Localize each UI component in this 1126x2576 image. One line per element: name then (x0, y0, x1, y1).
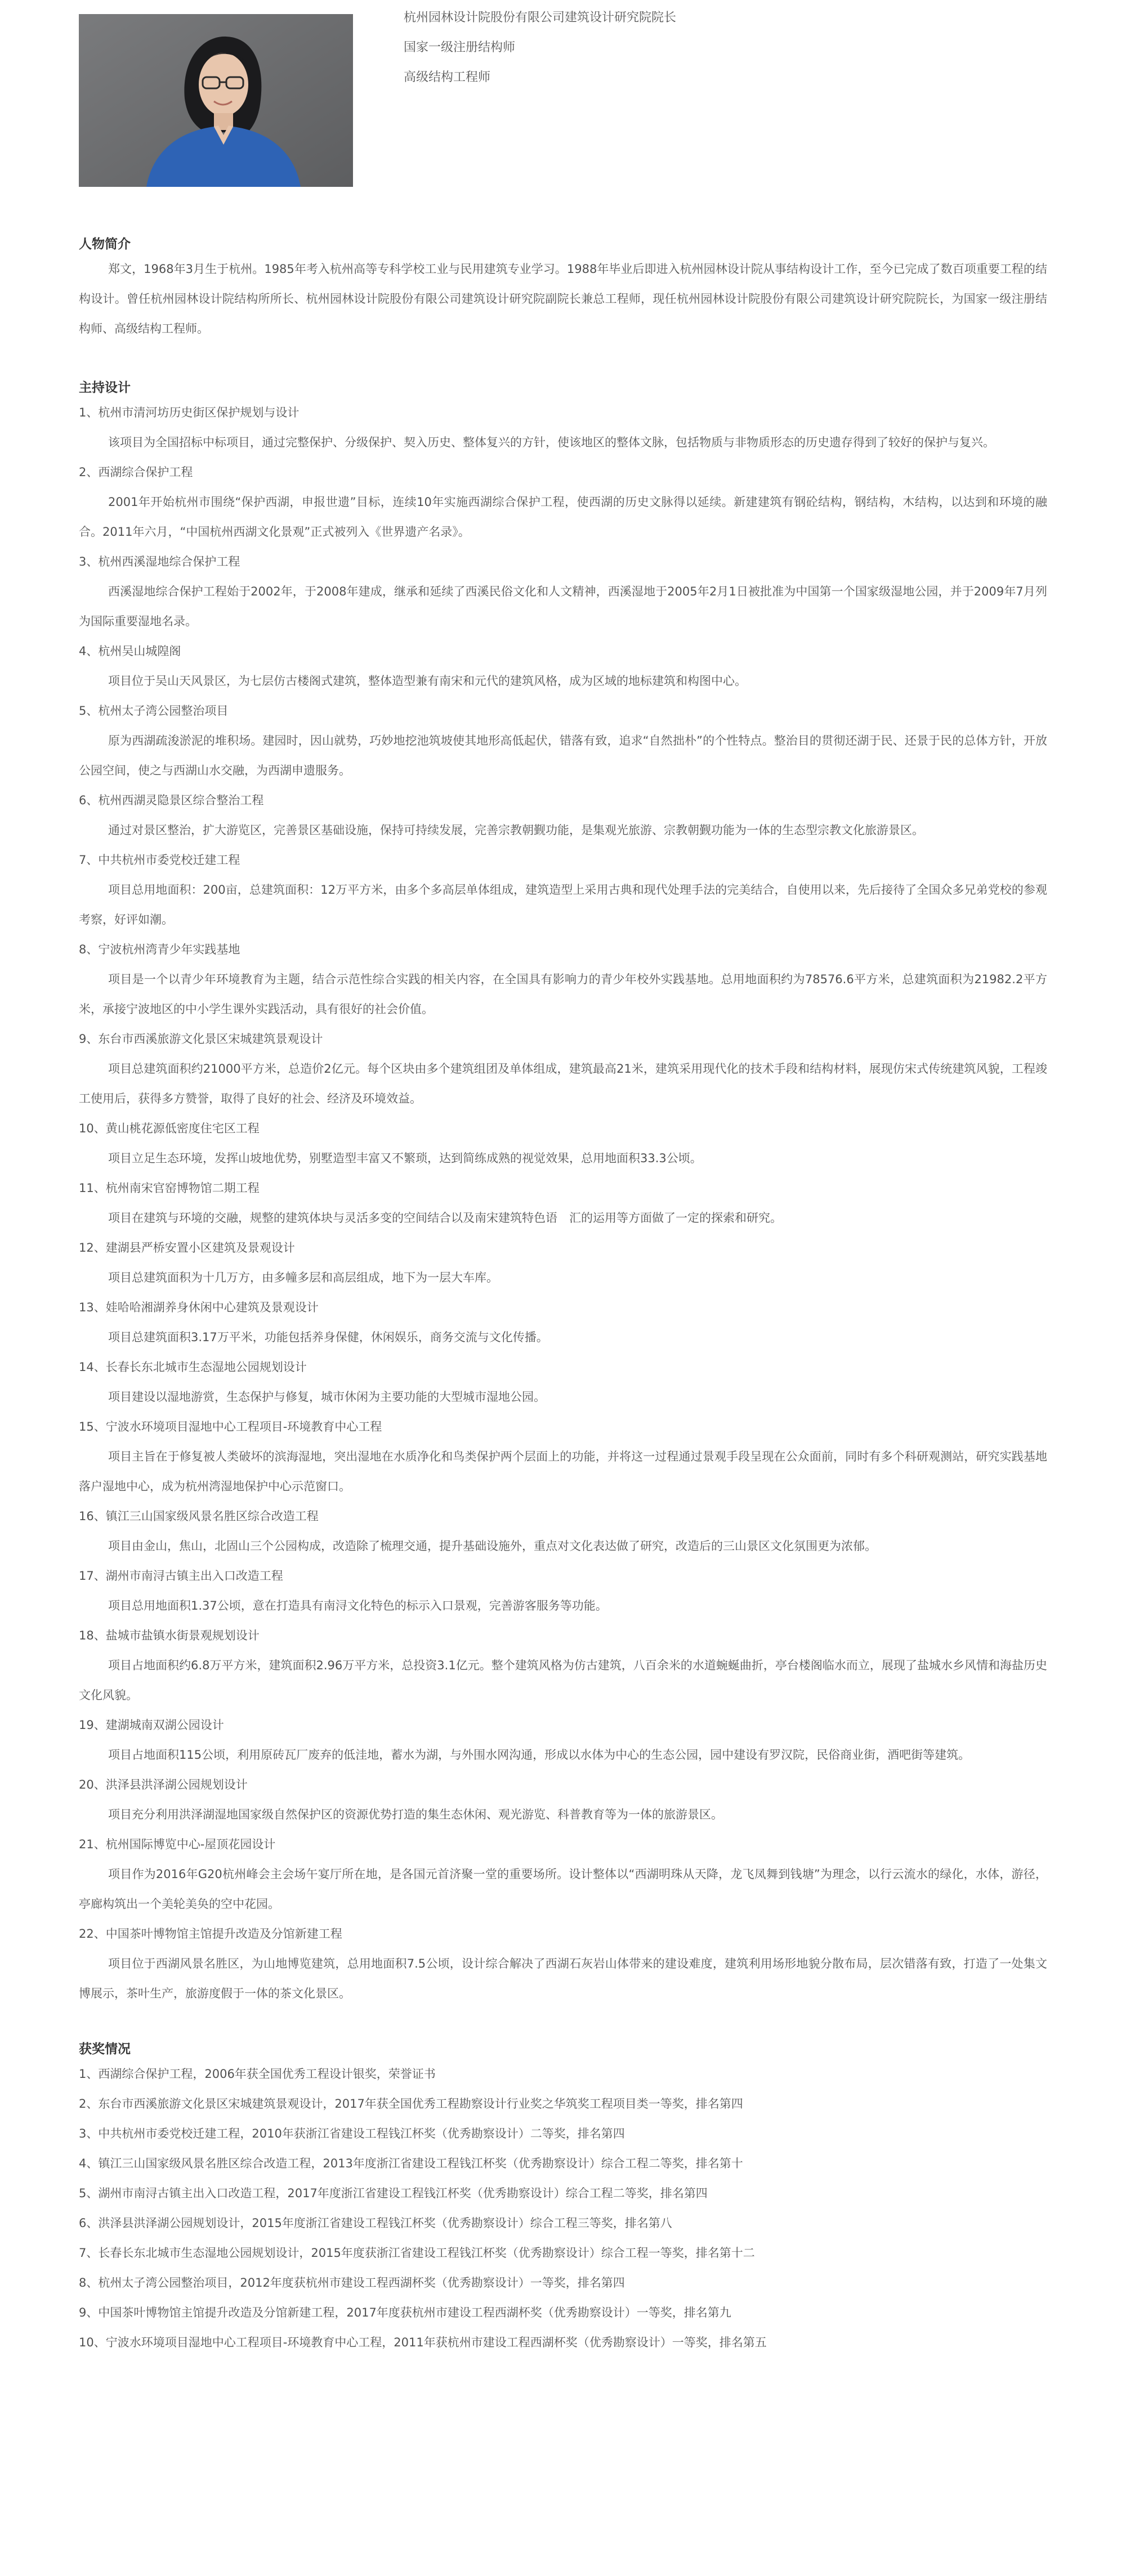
project-title: 4、杭州吴山城隍阁 (79, 644, 181, 658)
project-title: 14、长春长东北城市生态湿地公园规划设计 (79, 1360, 307, 1374)
award-item: 6、洪泽县洪泽湖公园规划设计，2015年度浙江省建设工程钱江杯奖（优秀勘察设计）综合工程三等奖，排名第八 (79, 2216, 672, 2230)
project-description: 项目充分利用洪泽湖湿地国家级自然保护区的资源优势打造的集生态休闲、观光游览、科普教育等为一体的旅游景区。 (108, 1808, 723, 1821)
project-item (79, 845, 1047, 935)
project-description: 项目总用地面积1.37公顷，意在打造具有南浔文化特色的标示入口景观，完善游客服务等功能。 (108, 1599, 607, 1612)
award-item: 8、杭州太子湾公园整治项目，2012年度获杭州市建设工程西湖杯奖（优秀勘察设计）一等奖，排名第四 (79, 2276, 625, 2290)
project-list (79, 398, 1047, 2009)
project-item (79, 1024, 1047, 1114)
project-description: 项目占地面积约6.8万平方米，建筑面积2.96万平方米，总投资3.1亿元。整个建筑风格为仿古建筑，八百余米的水道蜿蜒曲折，亭台楼阁临水而立，展现了盐城水乡风情和海盐历史文化风貌。 (79, 1659, 1047, 1702)
project-title: 13、娃哈哈湘湖养身休闲中心建筑及景观设计 (79, 1301, 319, 1314)
project-title: 16、镇江三山国家级风景名胜区综合改造工程 (79, 1509, 319, 1523)
project-title: 5、杭州太子湾公园整治项目 (79, 704, 229, 718)
project-item (79, 1293, 1047, 1352)
project-description: 该项目为全国招标中标项目，通过完整保护、分级保护、契入历史、整体复兴的方针，使该地区的整体文脉，包括物质与非物质形态的历史遗存得到了较好的保护与复兴。 (108, 436, 995, 449)
intro-text: 郑文，1968年3月生于杭州。1985年考入杭州高等专科学校工业与民用建筑专业学习。1988年毕业后即进入杭州园林设计院从事结构设计工作，至今已完成了数百项重要工程的结构设计。曾任杭州园林设计院结构所所长、杭州园林设计院股份有限公司建筑设计研究院副院长兼总工程师，现任杭州园林设计院股份有限公司建筑设计研究院院长，为国家一级注册结构师、高级结构工程师。 (79, 262, 1047, 335)
project-description: 原为西湖疏浚淤泥的堆积场。建园时，因山就势，巧妙地挖池筑坡使其地形高低起伏，错落有致，追求“自然拙朴”的个性特点。整治目的贯彻还湖于民、还景于民的总体方针，开放公园空间，使之与西湖山水交融，为西湖申遗服务。 (79, 734, 1047, 777)
profile-rank: 高级结构工程师 (404, 70, 491, 84)
project-item (79, 1352, 1047, 1412)
profile-position: 杭州园林设计院股份有限公司建筑设计研究院院长 (404, 11, 677, 25)
project-title: 3、杭州西溪湿地综合保护工程 (79, 555, 240, 568)
award-list (79, 2059, 1047, 2358)
intro-heading: 人物简介 (79, 237, 131, 252)
project-title: 1、杭州市清河坊历史街区保护规划与设计 (79, 406, 300, 419)
biography-content (79, 234, 1047, 2358)
project-description: 2001年开始杭州市围绕“保护西湖，申报世遗”目标，连续10年实施西湖综合保护工程，使西湖的历史文脉得以延续。新建建筑有钢砼结构，钢结构，木结构，以达到和环境的融合。2011年六月，“中国杭州西湖文化景观”正式被列入《世界遗产名录》。 (79, 495, 1047, 539)
project-title: 11、杭州南宋官窑博物馆二期工程 (79, 1181, 260, 1195)
project-item (79, 1412, 1047, 1502)
project-description: 项目位于西湖风景名胜区，为山地博览建筑，总用地面积7.5公顷，设计综合解决了西湖石灰岩山体带来的建设难度，建筑利用场形地貌分散布局，层次错落有致，打造了一处集文博展示，茶叶生产，旅游度假于一体的茶文化景区。 (79, 1957, 1047, 2000)
project-title: 20、洪泽县洪泽湖公园规划设计 (79, 1778, 248, 1791)
project-title: 22、中国茶叶博物馆主馆提升改造及分馆新建工程 (79, 1927, 342, 1941)
project-title: 7、中共杭州市委党校迁建工程 (79, 853, 240, 867)
project-description: 项目总用地面积：200亩，总建筑面积：12万平方米，由多个多高层单体组成，建筑造型上采用古典和现代处理手法的完美结合，自使用以来，先后接待了全国众多兄弟党校的参观考察，好评如潮。 (79, 883, 1047, 926)
project-title: 15、宁波水环境项目湿地中心工程项目-环境教育中心工程 (79, 1420, 382, 1433)
award-item: 7、长春长东北城市生态湿地公园规划设计，2015年度获浙江省建设工程钱江杯奖（优秀勘察设计）综合工程一等奖，排名第十二 (79, 2246, 755, 2260)
project-description: 项目主旨在于修复被人类破坏的滨海湿地，突出湿地在水质净化和鸟类保护两个层面上的功能，并将这一过程通过景观手段呈现在公众面前，同时有多个科研观测站，研究实践基地落户湿地中心，成为杭州湾湿地保护中心示范窗口。 (79, 1450, 1047, 1493)
project-title: 12、建湖县严桥安置小区建筑及景观设计 (79, 1241, 295, 1255)
project-item (79, 1830, 1047, 1919)
project-title: 17、湖州市南浔古镇主出入口改造工程 (79, 1569, 283, 1583)
project-description: 通过对景区整治，扩大游览区，完善景区基础设施，保持可持续发展，完善宗教朝觐功能，是集观光旅游、宗教朝觐功能为一体的生态型宗教文化旅游景区。 (108, 823, 924, 837)
project-description: 项目立足生态环境，发挥山坡地优势，别墅造型丰富又不繁琐，达到简练成熟的视觉效果，总用地面积33.3公顷。 (108, 1152, 702, 1165)
project-description: 项目是一个以青少年环境教育为主题，结合示范性综合实践的相关内容，在全国具有影响力的青少年校外实践基地。总用地面积约为78576.6平方米，总建筑面积为21982.2平方米，承接宁波地区的中小学生课外实践活动，具有很好的社会价值。 (79, 973, 1047, 1016)
project-description: 项目总建筑面积3.17万平米，功能包括养身保健，休闲娱乐，商务交流与文化传播。 (108, 1330, 548, 1344)
project-description: 项目建设以湿地游赏，生态保护与修复，城市休闲为主要功能的大型城市湿地公园。 (108, 1390, 546, 1404)
project-item (79, 696, 1047, 786)
project-description: 项目总建筑面积为十几万方，由多幢多层和高层组成，地下为一层大车库。 (108, 1271, 498, 1284)
project-description: 项目在建筑与环境的交融，规整的建筑体块与灵活多变的空间结合以及南宋建筑特色语 汇的运用等方面做了一定的探索和研究。 (108, 1211, 782, 1225)
project-description: 项目由金山，焦山，北固山三个公园构成，改造除了梳理交通，提升基础设施外，重点对文化表达做了研究，改造后的三山景区文化氛围更为浓郁。 (108, 1539, 877, 1553)
project-item (79, 1621, 1047, 1710)
project-description: 项目位于吴山天风景区，为七层仿古楼阁式建筑，整体造型兼有南宋和元代的建筑风格，成为区域的地标建筑和构图中心。 (108, 674, 747, 688)
project-item (79, 1502, 1047, 1561)
project-description: 项目作为2016年G20杭州峰会主会场午宴厅所在地，是各国元首济聚一堂的重要场所。设计整体以“西湖明珠从天降，龙飞凤舞到钱塘”为理念，以行云流水的绿化，水体，游径，亭廊构筑出一个美轮美奂的空中花园。 (79, 1867, 1047, 1911)
design-heading: 主持设计 (79, 380, 131, 395)
award-item: 1、西湖综合保护工程，2006年获全国优秀工程设计银奖，荣誉证书 (79, 2067, 436, 2081)
award-item: 10、宁波水环境项目湿地中心工程项目-环境教育中心工程，2011年获杭州市建设工程西湖杯奖（优秀勘察设计）一等奖，排名第五 (79, 2336, 767, 2349)
project-description: 项目占地面积115公顷，利用原砖瓦厂废弃的低洼地，蓄水为湖，与外围水网沟通，形成以水体为中心的生态公园，园中建设有罗汉院，民俗商业街，酒吧街等建筑。 (108, 1748, 971, 1762)
project-item (79, 398, 1047, 458)
project-title: 9、东台市西溪旅游文化景区宋城建筑景观设计 (79, 1032, 323, 1046)
award-item: 5、湖州市南浔古镇主出入口改造工程，2017年度浙江省建设工程钱江杯奖（优秀勘察设计）综合工程二等奖，排名第四 (79, 2187, 708, 2200)
award-item: 4、镇江三山国家级风景名胜区综合改造工程，2013年度浙江省建设工程钱江杯奖（优秀勘察设计）综合工程二等奖，排名第十 (79, 2157, 743, 2170)
project-item (79, 1919, 1047, 2009)
awards-heading: 获奖情况 (79, 2042, 131, 2057)
profile-titles (404, 10, 676, 100)
project-item (79, 637, 1047, 696)
project-title: 8、宁波杭州湾青少年实践基地 (79, 943, 240, 956)
project-title: 19、建湖城南双湖公园设计 (79, 1718, 224, 1732)
project-item (79, 547, 1047, 637)
project-title: 10、黄山桃花源低密度住宅区工程 (79, 1122, 260, 1135)
project-item (79, 1770, 1047, 1830)
project-title: 6、杭州西湖灵隐景区综合整治工程 (79, 794, 264, 807)
project-description: 西溪湿地综合保护工程始于2002年，于2008年建成，继承和延续了西溪民俗文化和人文精神，西溪湿地于2005年2月1日被批准为中国第一个国家级湿地公园，并于2009年7月列为国际重要湿地名录。 (79, 585, 1047, 628)
award-item: 2、东台市西溪旅游文化景区宋城建筑景观设计，2017年获全国优秀工程勘察设计行业奖之华筑奖工程项目类一等奖，排名第四 (79, 2097, 743, 2111)
project-item (79, 1561, 1047, 1621)
project-item (79, 786, 1047, 845)
award-item: 3、中共杭州市委党校迁建工程，2010年获浙江省建设工程钱江杯奖（优秀勘察设计）二等奖，排名第四 (79, 2127, 625, 2140)
project-item (79, 1233, 1047, 1293)
project-item (79, 1114, 1047, 1173)
project-item (79, 1173, 1047, 1233)
project-item (79, 935, 1047, 1024)
portrait-photo (79, 14, 353, 187)
project-title: 2、西湖综合保护工程 (79, 465, 193, 479)
project-title: 21、杭州国际博览中心-屋顶花园设计 (79, 1838, 276, 1851)
profile-certification: 国家一级注册结构师 (404, 41, 516, 55)
project-title: 18、盐城市盐镇水街景观规划设计 (79, 1629, 260, 1642)
award-item: 9、中国茶叶博物馆主馆提升改造及分馆新建工程，2017年度获杭州市建设工程西湖杯奖（优秀勘察设计）一等奖，排名第九 (79, 2306, 731, 2319)
project-item (79, 458, 1047, 547)
project-description: 项目总建筑面积约21000平方米，总造价2亿元。每个区块由多个建筑组团及单体组成，建筑最高21米，建筑采用现代化的技术手段和结构材料，展现仿宋式传统建筑风貌，工程竣工使用后，获得多方赞誉，取得了良好的社会、经济及环境效益。 (79, 1062, 1047, 1105)
project-item (79, 1710, 1047, 1770)
